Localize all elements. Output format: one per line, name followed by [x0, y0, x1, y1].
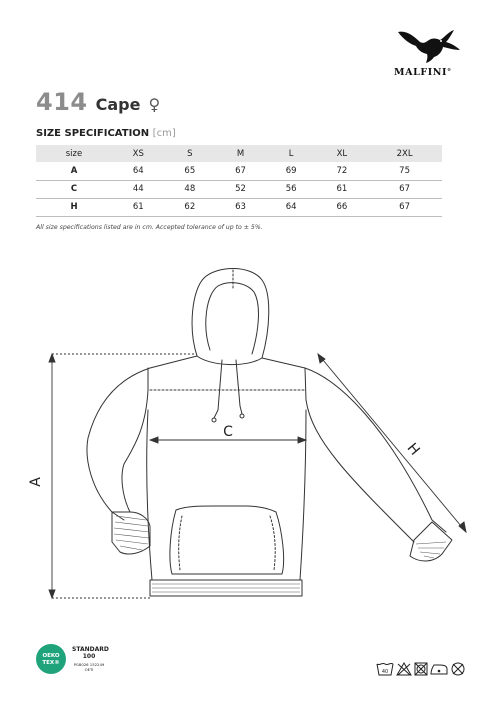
no-tumble-dry-icon [415, 663, 427, 675]
table-cell: 48 [165, 180, 216, 198]
table-cell: 61 [317, 180, 368, 198]
no-dry-clean-icon [452, 663, 464, 675]
oeko-badge-line2: TEX® [42, 659, 60, 666]
dimension-c-label: C [223, 424, 233, 440]
table-cell: 67 [367, 180, 442, 198]
table-cell: 69 [266, 162, 317, 180]
product-title [36, 88, 160, 118]
column-header: M [215, 145, 266, 162]
table-cell: 62 [165, 198, 216, 216]
table-cell: 72 [317, 162, 368, 180]
eagle-icon [396, 26, 464, 66]
spec-title: SIZE SPECIFICATION [cm] [36, 128, 176, 139]
table-cell: 65 [165, 162, 216, 180]
table-cell: 56 [266, 180, 317, 198]
iron-low-icon [431, 665, 447, 674]
table-cell: 64 [112, 162, 165, 180]
oeko-badge-line1: OEKO [42, 653, 60, 659]
table-cell: 67 [367, 198, 442, 216]
table-row [36, 180, 442, 198]
table-cell: 66 [317, 198, 368, 216]
table-cell: 61 [112, 198, 165, 216]
column-header: XL [317, 145, 368, 162]
dimension-a-label: A [28, 477, 44, 487]
product-name: Cape [95, 95, 141, 114]
column-header: L [266, 145, 317, 162]
table-cell: 75 [367, 162, 442, 180]
column-header: XS [112, 145, 165, 162]
row-label: C [36, 180, 112, 198]
product-code: 414 [36, 88, 88, 116]
tolerance-note: All size specifications listed are in cm. Accepted tolerance of up to ± 5%. [36, 224, 263, 231]
oeko-standard: STANDARD 100 [72, 646, 109, 660]
brand-name: MALFINI® [394, 67, 452, 78]
column-header: 2XL [367, 145, 442, 162]
size-table [36, 145, 442, 217]
brand-logo [392, 26, 472, 86]
oeko-code: PG8026 152249 OETI [73, 662, 105, 672]
no-bleach-icon [397, 663, 411, 675]
row-label: A [36, 162, 112, 180]
care-symbols [376, 660, 468, 678]
table-cell: 63 [215, 198, 266, 216]
table-cell: 52 [215, 180, 266, 198]
row-label: H [36, 198, 112, 216]
table-cell: 67 [215, 162, 266, 180]
female-icon: ♀ [148, 95, 161, 114]
table-row [36, 198, 442, 216]
table-cell: 44 [112, 180, 165, 198]
column-header: S [165, 145, 216, 162]
wash-temp: 40 [381, 669, 389, 675]
oeko-tex-badge [36, 644, 66, 674]
hoodie-drawing [0, 250, 500, 620]
oeko-tex-label [36, 644, 146, 684]
column-header: size [36, 145, 112, 162]
dimension-h-label: H [403, 440, 423, 459]
table-header-row [36, 145, 442, 162]
table-row [36, 162, 442, 180]
table-cell: 64 [266, 198, 317, 216]
